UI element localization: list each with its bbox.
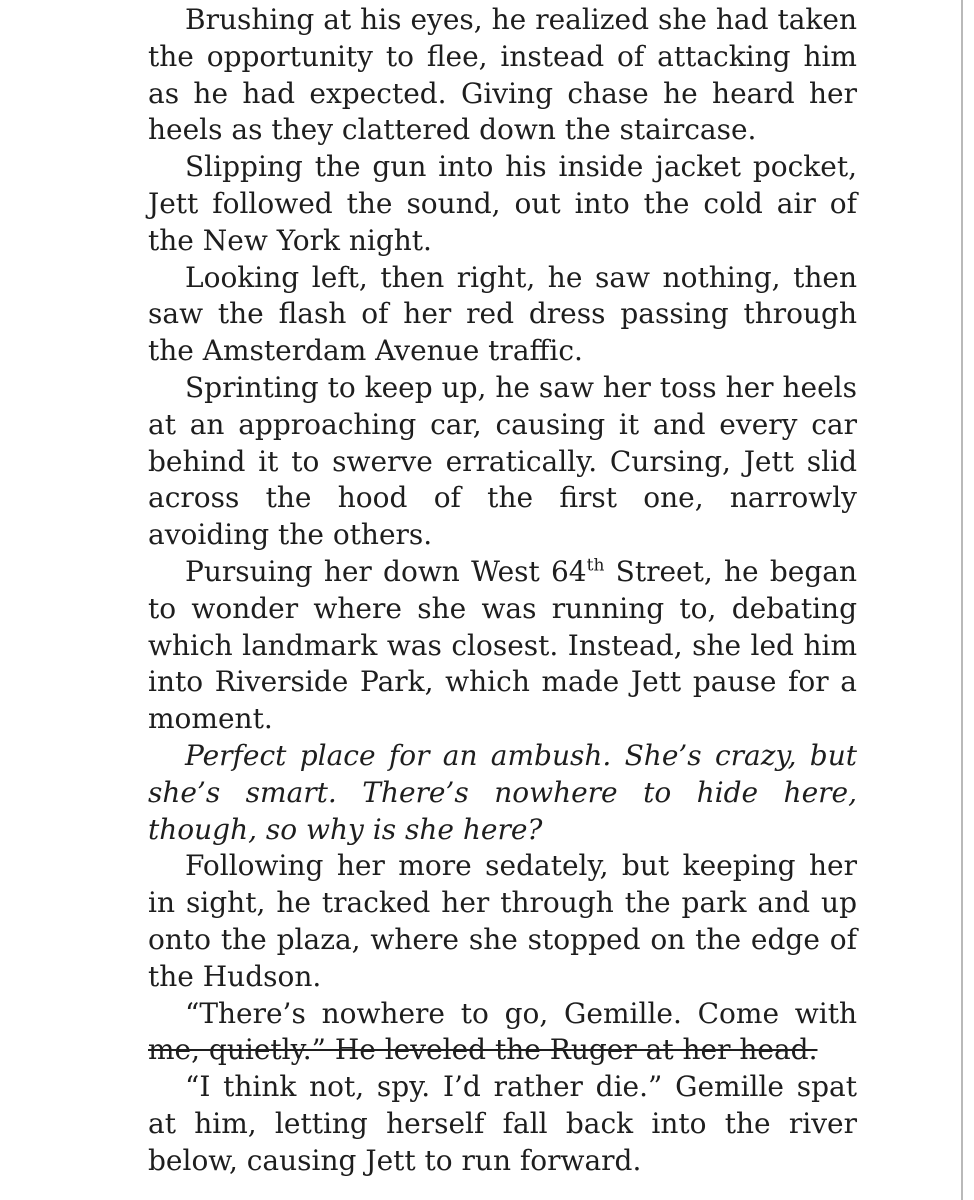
- paragraph-4: Sprinting to keep up, he saw her toss her heels at an approaching car, causing it and every car behind it to swerve erratically. Cursing, Jett slid across the hood of the first one, narrowly avoiding the others.: [148, 370, 857, 552]
- book-page-text: [148, 0, 857, 1180]
- paragraph-9: “I think not, spy. I’d rather die.” Gemille spat at him, letting herself fall back into the river below, causing Jett to run forward.: [148, 1070, 857, 1177]
- paragraph-5-start: Pursuing her down West 64: [185, 554, 587, 588]
- paragraph-3: Looking left, then right, he saw nothing, then saw the flash of her red dress passing through the Amsterdam Avenue traffic.: [148, 260, 857, 368]
- paragraph-2: Slipping the gun into his inside jacket pocket, Jett followed the sound, out into the cold air of the New York night.: [148, 150, 857, 257]
- paragraph-7: Following her more sedately, but keeping her in sight, he tracked her through the park and up onto the plaza, where she stopped on the edge of the Hudson.: [148, 849, 857, 993]
- ordinal-suffix: th: [586, 555, 605, 576]
- italic-thought-paragraph: Perfect place for an ambush. She’s crazy, but she’s smart. There’s nowhere to hide here, though, so why is she here?: [148, 738, 857, 846]
- page-edge-divider: [961, 0, 963, 1200]
- paragraph-5: [148, 554, 857, 738]
- paragraph-1: Brushing at his eyes, he realized she had taken the opportunity to flee, instead of attacking him as he had expected. Giving chase he heard her heels as they clattered down the staircase.: [148, 3, 857, 147]
- struck-through-text: me, quietly.” He leveled the Ruger at her head.: [148, 1033, 818, 1067]
- paragraph-5-end: Street, he began to wonder where she was running to, debating which landmark was closest. Instead, she led him into Riverside Park, which made Jett pause for a moment.: [148, 554, 858, 736]
- paragraph-8-start: “There’s nowhere to go, Gemille. Come with: [185, 996, 857, 1030]
- paragraph-8: [148, 996, 857, 1070]
